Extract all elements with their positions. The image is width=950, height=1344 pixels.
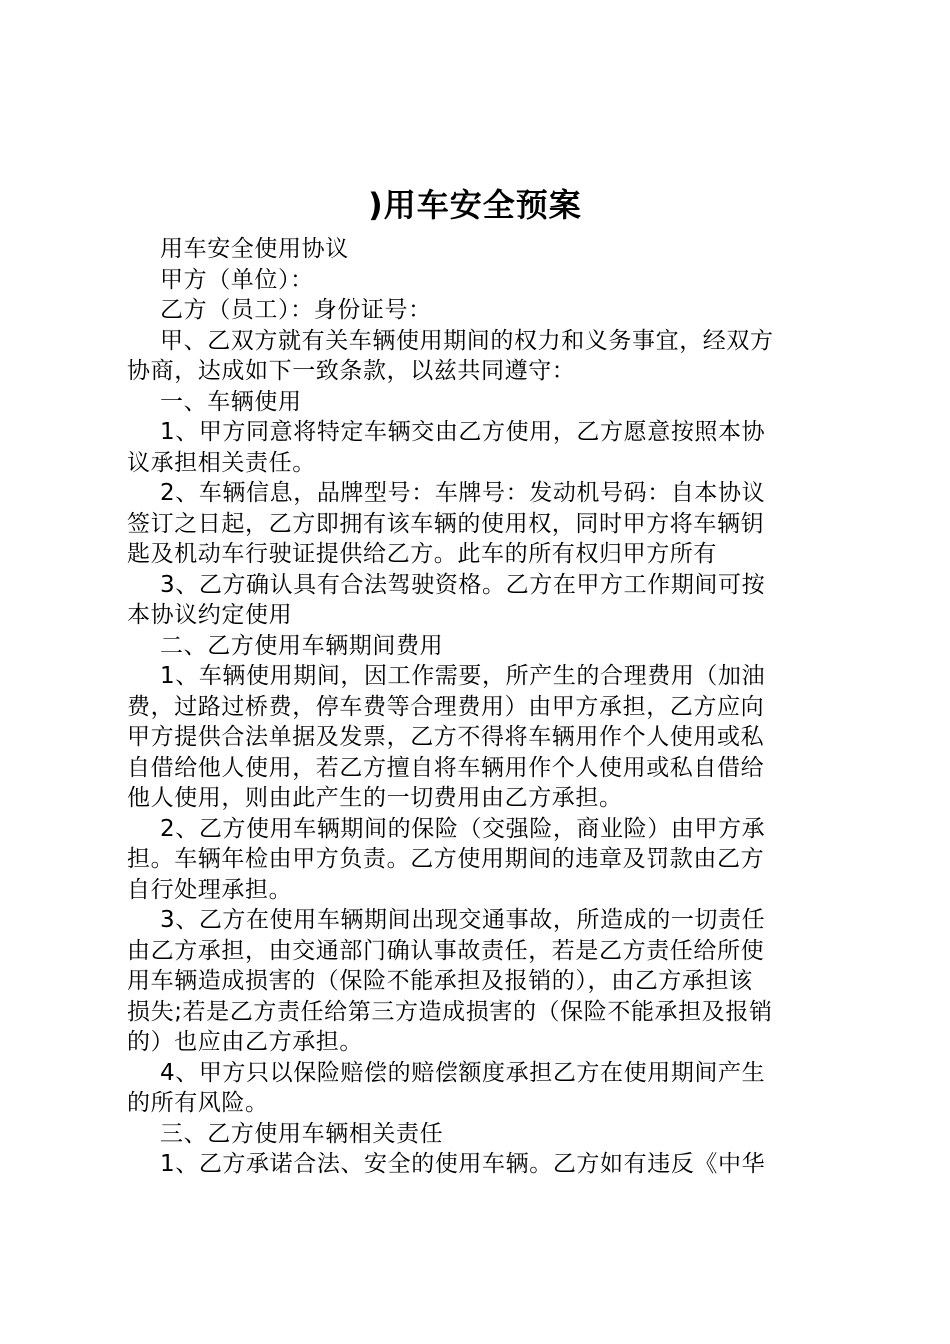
- paragraph-line: 3、乙方确认具有合法驾驶资格。乙方在甲方工作期间可按: [160, 571, 766, 598]
- paragraph-line: 本协议约定使用: [127, 602, 293, 628]
- section-heading: 一、车辆使用: [160, 388, 302, 415]
- paragraph-line: 议承担相关责任。: [127, 449, 316, 476]
- paragraph-line: 甲方提供合法单据及发票，乙方不得将车辆用作个人使用或私: [127, 724, 765, 750]
- paragraph-line: 由乙方承担，由交通部门确认事故责任，若是乙方责任给所使: [127, 937, 765, 964]
- paragraph-line: 担。车辆年检由甲方负责。乙方使用期间的违章及罚款由乙方: [127, 846, 765, 872]
- paragraph-line: 费，过路过桥费，停车费等合理费用）由甲方承担，乙方应向: [127, 693, 765, 720]
- document-body: [127, 234, 827, 1180]
- party-b-line: 乙方（员工）：身份证号：: [160, 297, 432, 323]
- agreement-heading: 用车安全使用协议: [160, 236, 349, 262]
- section-heading: 二、乙方使用车辆期间费用: [160, 632, 444, 659]
- paragraph-line: 1、车辆使用期间，因工作需要，所产生的合理费用（加油: [160, 663, 766, 689]
- paragraph-line: 2、车辆信息，品牌型号：车牌号：发动机号码：自本协议: [160, 480, 766, 506]
- document-title: )用车安全预案: [368, 186, 582, 224]
- paragraph-line: 他人使用，则由此产生的一切费用由乙方承担。: [127, 785, 623, 811]
- paragraph-line: 3、乙方在使用车辆期间出现交通事故，所造成的一切责任: [160, 907, 766, 933]
- paragraph-line: 1、乙方承诺合法、安全的使用车辆。乙方如有违反《中华: [160, 1151, 766, 1177]
- paragraph-line: 协商，达成如下一致条款，以兹共同遵守：: [127, 358, 576, 384]
- paragraph-line: 损失;若是乙方责任给第三方造成损害的（保险不能承担及报销: [127, 998, 773, 1025]
- paragraph-line: 匙及机动车行驶证提供给乙方。此车的所有权归甲方所有: [127, 541, 717, 567]
- paragraph-line: 用车辆造成损害的（保险不能承担及报销的），由乙方承担该: [127, 968, 753, 994]
- paragraph-line: 的）也应由乙方承担。: [127, 1029, 363, 1055]
- paragraph-line: 的所有风险。: [127, 1090, 269, 1116]
- paragraph-line: 1、甲方同意将特定车辆交由乙方使用，乙方愿意按照本协: [160, 419, 766, 445]
- section-heading: 三、乙方使用车辆相关责任: [160, 1120, 444, 1147]
- paragraph-line: 自行处理承担。: [127, 876, 293, 903]
- paragraph-line: 2、乙方使用车辆期间的保险（交强险，商业险）由甲方承: [160, 815, 766, 842]
- paragraph-line: 签订之日起，乙方即拥有该车辆的使用权，同时甲方将车辆钥: [127, 510, 765, 537]
- party-a-line: 甲方（单位）：: [160, 266, 314, 293]
- paragraph-line: 甲、乙双方就有关车辆使用期间的权力和义务事宜，经双方: [160, 327, 774, 354]
- paragraph-line: 4、甲方只以保险赔偿的赔偿额度承担乙方在使用期间产生: [160, 1059, 766, 1086]
- paragraph-line: 自借给他人使用，若乙方擅自将车辆用作个人使用或私自借给: [127, 754, 765, 781]
